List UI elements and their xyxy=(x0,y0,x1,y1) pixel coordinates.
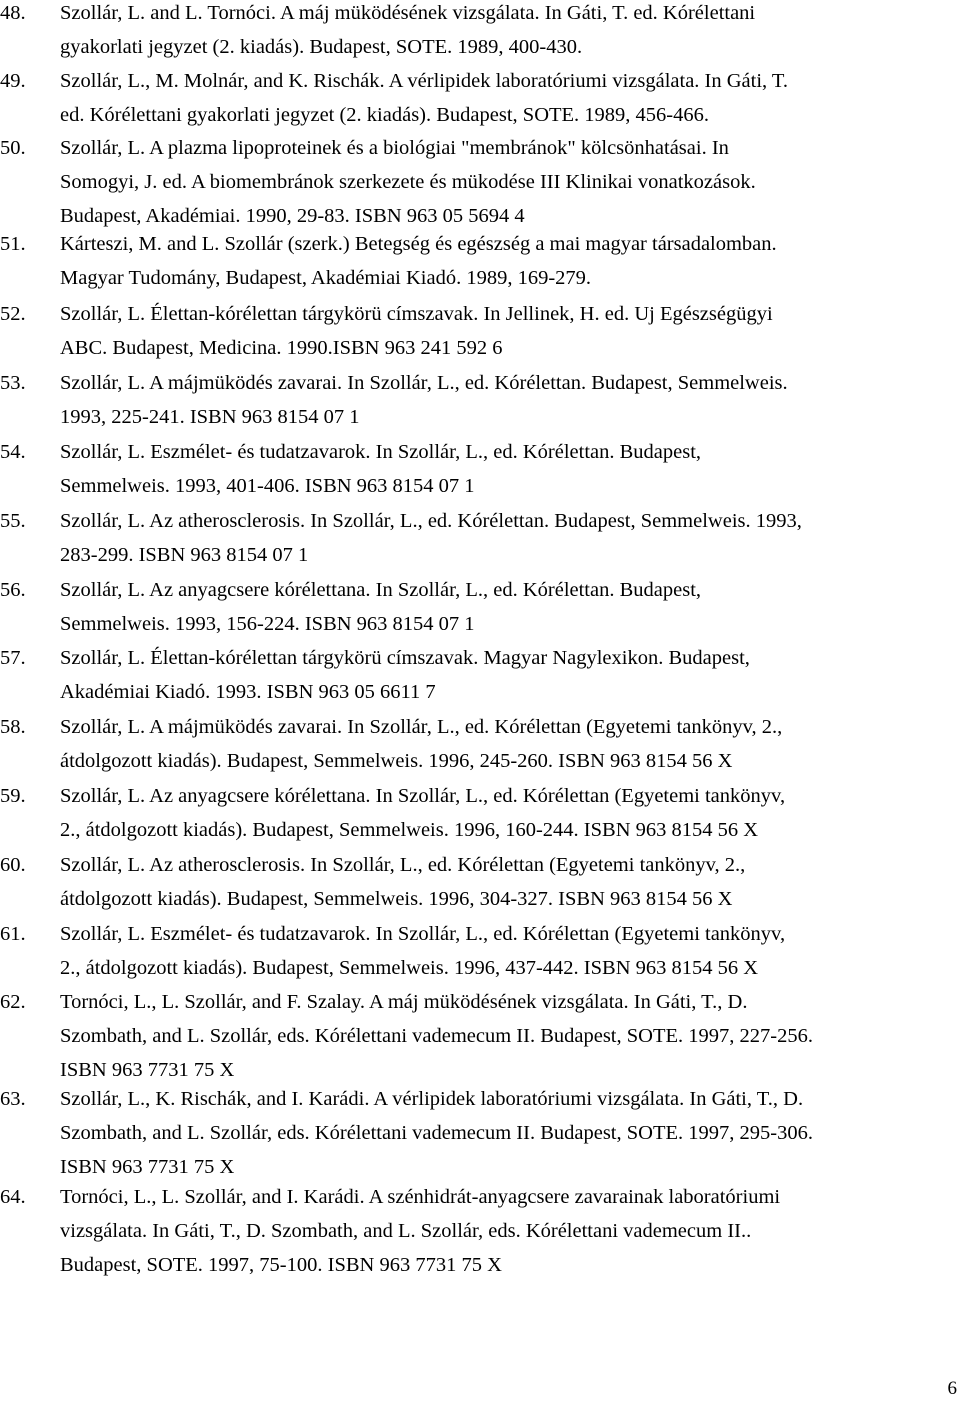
reference-line: ABC. Budapest, Medicina. 1990.ISBN 963 241 592 6 xyxy=(60,337,503,359)
reference-line: ISBN 963 7731 75 X xyxy=(60,1059,235,1081)
reference-line: 2., átdolgozott kiadás). Budapest, Semmelweis. 1996, 437-442. ISBN 963 8154 56 X xyxy=(60,957,759,979)
reference-line: Tornóci, L., L. Szollár, and F. Szalay. A máj müködésének vizsgálata. In Gáti, T., D. xyxy=(60,991,748,1013)
reference-text xyxy=(60,1082,960,1184)
reference-text xyxy=(60,131,960,233)
reference-number: 53. xyxy=(0,372,26,394)
reference-line: átdolgozott kiadás). Budapest, Semmelweis. 1996, 245-260. ISBN 963 8154 56 X xyxy=(60,750,733,772)
reference-line: Szollár, L. and L. Tornóci. A máj müködésének vizsgálata. In Gáti, T. ed. Kórélettani xyxy=(60,2,756,24)
reference-line: 2., átdolgozott kiadás). Budapest, Semmelweis. 1996, 160-244. ISBN 963 8154 56 X xyxy=(60,819,759,841)
reference-number: 58. xyxy=(0,716,26,738)
reference-number: 61. xyxy=(0,923,26,945)
reference-line: Szollár, L. Élettan-kórélettan tárgykörü címszavak. Magyar Nagylexikon. Budapest, xyxy=(60,647,750,669)
reference-number: 60. xyxy=(0,854,26,876)
reference-number: 63. xyxy=(0,1088,26,1110)
reference-line: Magyar Tudomány, Budapest, Akadémiai Kiadó. 1989, 169-279. xyxy=(60,267,592,289)
reference-line: Szollár, L. Eszmélet- és tudatzavarok. In Szollár, L., ed. Kórélettan. Budapest, xyxy=(60,441,702,463)
reference-text xyxy=(60,917,960,985)
reference-number: 55. xyxy=(0,510,26,532)
reference-line: Szollár, L. Az atherosclerosis. In Szollár, L., ed. Kórélettan (Egyetemi tankönyv, 2., xyxy=(60,854,746,876)
reference-number: 59. xyxy=(0,785,26,807)
reference-line: Szollár, L., K. Rischák, and I. Karádi. A vérlipidek laboratóriumi vizsgálata. In Gáti, T., D. xyxy=(60,1088,804,1110)
reference-number: 64. xyxy=(0,1186,26,1208)
reference-text xyxy=(60,0,960,64)
reference-number: 50. xyxy=(0,137,26,159)
reference-line: átdolgozott kiadás). Budapest, Semmelweis. 1996, 304-327. ISBN 963 8154 56 X xyxy=(60,888,733,910)
reference-line: Budapest, SOTE. 1997, 75-100. ISBN 963 7731 75 X xyxy=(60,1254,502,1276)
reference-text xyxy=(60,779,960,847)
reference-text xyxy=(60,848,960,916)
reference-text xyxy=(60,297,960,365)
reference-text xyxy=(60,227,960,295)
reference-line: Semmelweis. 1993, 401-406. ISBN 963 8154 07 1 xyxy=(60,475,475,497)
reference-line: gyakorlati jegyzet (2. kiadás). Budapest, SOTE. 1989, 400-430. xyxy=(60,36,583,58)
reference-line: ISBN 963 7731 75 X xyxy=(60,1156,235,1178)
reference-number: 48. xyxy=(0,2,26,24)
reference-text xyxy=(60,573,960,641)
reference-number: 57. xyxy=(0,647,26,669)
reference-number: 52. xyxy=(0,303,26,325)
reference-line: Szollár, L. A májmüködés zavarai. In Szollár, L., ed. Kórélettan (Egyetemi tankönyv, 2., xyxy=(60,716,783,738)
reference-line: Szollár, L. A plazma lipoproteinek és a biológiai "membránok" kölcsönhatásai. In xyxy=(60,137,729,159)
reference-line: Szombath, and L. Szollár, eds. Kórélettani vademecum II. Budapest, SOTE. 1997, 227-256. xyxy=(60,1025,813,1047)
reference-line: vizsgálata. In Gáti, T., D. Szombath, and L. Szollár, eds. Kórélettani vademecum II.. xyxy=(60,1220,752,1242)
reference-line: Kárteszi, M. and L. Szollár (szerk.) Betegség és egészség a mai magyar társadalomban. xyxy=(60,233,777,255)
reference-line: Szollár, L., M. Molnár, and K. Rischák. A vérlipidek laboratóriumi vizsgálata. In Gáti, T. xyxy=(60,70,789,92)
reference-line: Tornóci, L., L. Szollár, and I. Karádi. A szénhidrát-anyagcsere zavarainak laboratóriumi xyxy=(60,1186,781,1208)
reference-line: Szombath, and L. Szollár, eds. Kórélettani vademecum II. Budapest, SOTE. 1997, 295-306. xyxy=(60,1122,813,1144)
reference-text xyxy=(60,641,960,709)
reference-text xyxy=(60,985,960,1087)
reference-line: Szollár, L. Az atherosclerosis. In Szollár, L., ed. Kórélettan. Budapest, Semmelweis. 1993, xyxy=(60,510,802,532)
reference-line: Szollár, L. Élettan-kórélettan tárgykörü címszavak. In Jellinek, H. ed. Uj Egészségügyi xyxy=(60,303,773,325)
reference-line: 1993, 225-241. ISBN 963 8154 07 1 xyxy=(60,406,360,428)
reference-text xyxy=(60,435,960,503)
reference-text xyxy=(60,64,960,132)
reference-number: 54. xyxy=(0,441,26,463)
reference-text xyxy=(60,1180,960,1282)
reference-line: Semmelweis. 1993, 156-224. ISBN 963 8154 07 1 xyxy=(60,613,475,635)
reference-line: ed. Kórélettani gyakorlati jegyzet (2. kiadás). Budapest, SOTE. 1989, 456-466. xyxy=(60,104,710,126)
reference-number: 49. xyxy=(0,70,26,92)
page-number: 6 xyxy=(947,1378,957,1399)
reference-number: 51. xyxy=(0,233,26,255)
reference-line: Szollár, L. Az anyagcsere kórélettana. In Szollár, L., ed. Kórélettan (Egyetemi tankönyv, xyxy=(60,785,786,807)
reference-line: 283-299. ISBN 963 8154 07 1 xyxy=(60,544,309,566)
reference-line: Szollár, L. Az anyagcsere kórélettana. In Szollár, L., ed. Kórélettan. Budapest, xyxy=(60,579,702,601)
reference-line: Szollár, L. Eszmélet- és tudatzavarok. In Szollár, L., ed. Kórélettan (Egyetemi tankönyv, xyxy=(60,923,786,945)
reference-number: 62. xyxy=(0,991,26,1013)
reference-line: Somogyi, J. ed. A biomembránok szerkezete és mükodése III Klinikai vonatkozások. xyxy=(60,171,756,193)
reference-text xyxy=(60,710,960,778)
reference-text xyxy=(60,504,960,572)
reference-line: Budapest, Akadémiai. 1990, 29-83. ISBN 963 05 5694 4 xyxy=(60,205,525,227)
reference-text xyxy=(60,366,960,434)
reference-number: 56. xyxy=(0,579,26,601)
reference-line: Akadémiai Kiadó. 1993. ISBN 963 05 6611 7 xyxy=(60,681,436,703)
reference-line: Szollár, L. A májmüködés zavarai. In Szollár, L., ed. Kórélettan. Budapest, Semmelweis. xyxy=(60,372,788,394)
